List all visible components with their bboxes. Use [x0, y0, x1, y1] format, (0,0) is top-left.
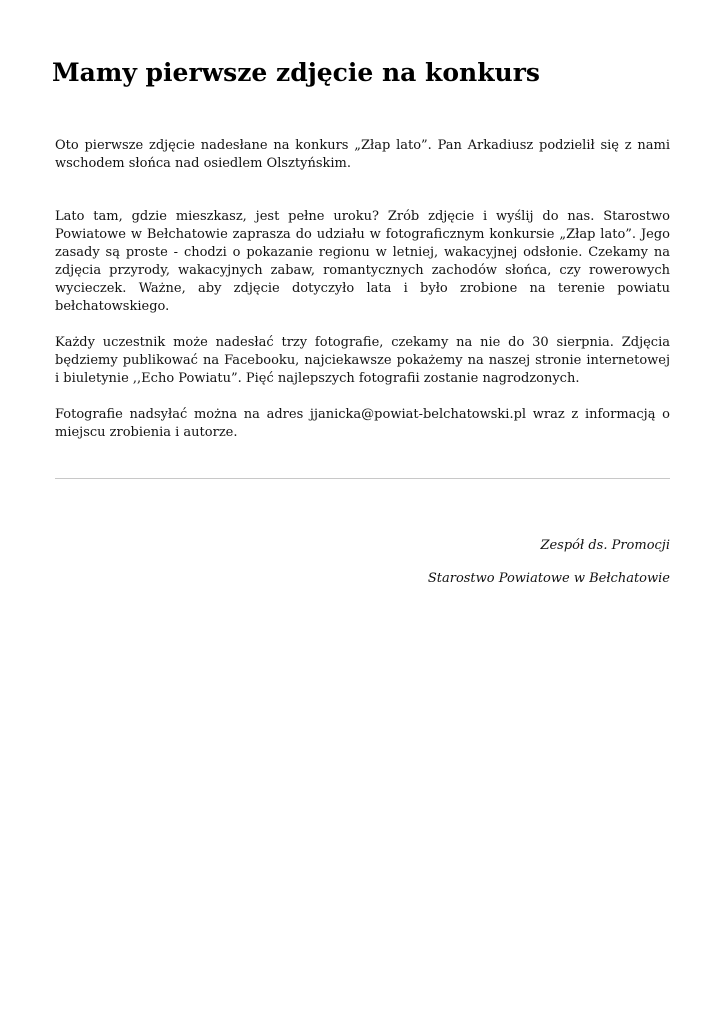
paragraph-contest-rules: Każdy uczestnik może nadesłać trzy fotografie, czekamy na nie do 30 sierpnia. Zdjęcia będziemy publikować na Facebooku, najciekawsze pokażemy na naszej stronie internetowej i biuletynie ,,Echo Powiatu”. Pięć najlepszych fotografii zostanie nagrodzonych.: [55, 335, 670, 386]
paragraph-contest-description: Lato tam, gdzie mieszkasz, jest pełne uroku? Zrób zdjęcie i wyślij do nas. Starostwo Powiatowe w Bełchatowie zaprasza do udziału w fotograficznym konkursie „Złap lato”. Jego zasady są proste - chodzi o pokazanie regionu w letniej, wakacyjnej odsłonie. Czekamy na zdjęcia przyrody, wakacyjnych zabaw, romantycznych zachodów słońca, czy rowerowych wycieczek. Ważne, aby zdjęcie dotyczyło lata i było zrobione na terenie powiatu bełchatowskiego.: [55, 209, 670, 314]
signature-team: Zespół ds. Promocji: [540, 538, 670, 553]
paragraph-submission-info: Fotografie nadsyłać można na adres jjanicka@powiat-belchatowski.pl wraz z informacją o miejscu zrobienia i autorze.: [55, 407, 670, 440]
section-divider: [55, 478, 670, 479]
signature-office: Starostwo Powiatowe w Bełchatowie: [427, 571, 670, 586]
paragraph-intro: Oto pierwsze zdjęcie nadesłane na konkurs „Złap lato”. Pan Arkadiusz podzielił się z nami wschodem słońca nad osiedlem Olsztyńskim.: [55, 138, 670, 171]
article-body: [55, 137, 670, 442]
page-title: Mamy pierwsze zdjęcie na konkurs: [52, 58, 540, 87]
